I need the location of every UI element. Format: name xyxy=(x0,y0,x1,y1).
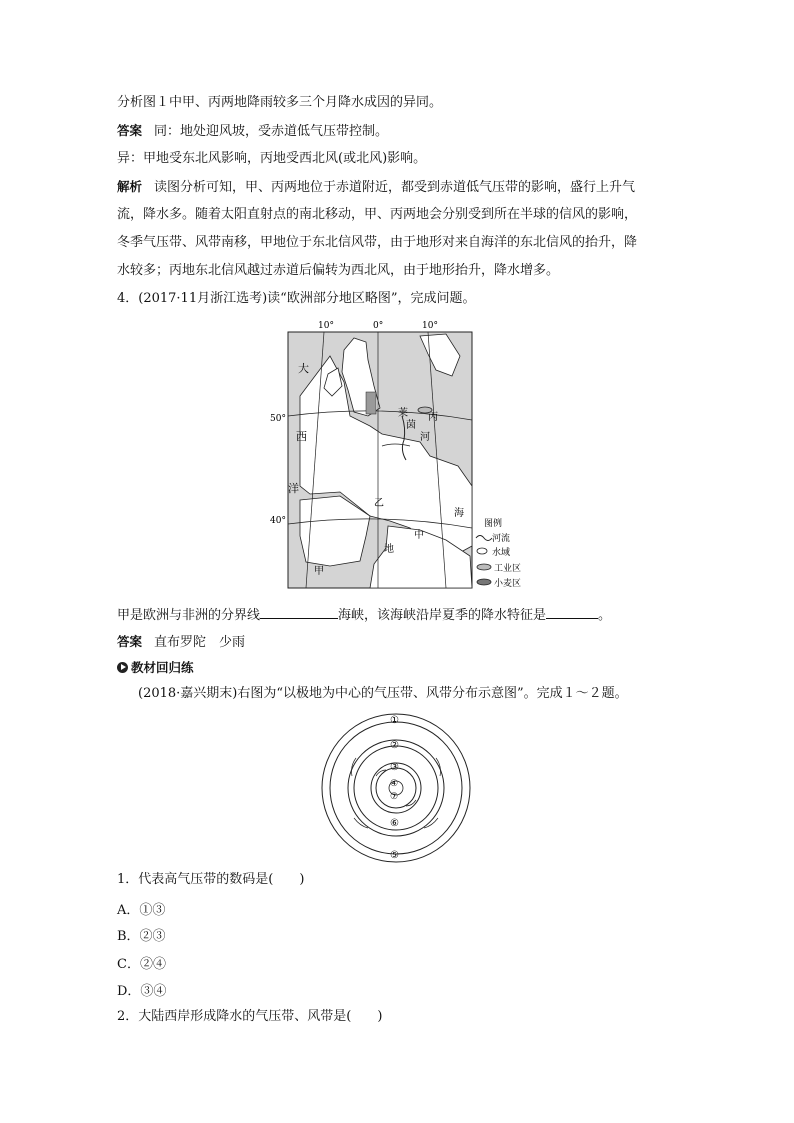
q1-option-d[interactable]: D．③④ xyxy=(117,984,167,999)
label-zhong: 中 xyxy=(414,530,424,541)
label-lai: 莱 xyxy=(398,408,408,419)
legend-river: 河流 xyxy=(492,534,511,544)
q4-blank-2 xyxy=(546,606,598,619)
q4-answer-text: 直布罗陀 少雨 xyxy=(154,635,246,650)
q1-option-b[interactable]: B．②③ xyxy=(117,929,166,944)
answer-same-text: 同：地处迎风坡，受赤道低气压带控制。 xyxy=(154,124,389,139)
label-yin: 茵 xyxy=(406,420,416,431)
label-da: 大 xyxy=(298,362,309,375)
q4-title: 4．(2017·11月浙江选考)读“欧洲部分地区略图”，完成问题。 xyxy=(117,291,476,306)
label-he: 河 xyxy=(420,432,430,443)
analysis-answer-diff: 异：甲地受东北风影响，丙地受西北风(或北风)影响。 xyxy=(117,151,427,166)
answer-label: 答案 xyxy=(117,123,143,138)
question-1: 1．代表高气压带的数码是( ) xyxy=(117,872,305,887)
label-7: ⑦ xyxy=(390,792,399,802)
wheat-zone xyxy=(366,392,376,414)
label-3: ③ xyxy=(390,762,399,773)
label-di: 地 xyxy=(384,544,394,555)
q4-fill-line xyxy=(117,606,611,625)
europe-map-svg xyxy=(270,316,530,596)
wind-arrow-2 xyxy=(436,758,441,776)
label-hai: 海 xyxy=(454,508,464,519)
q4-fill-c: 。 xyxy=(598,608,612,623)
legend-title: 图例 xyxy=(484,519,503,529)
question-2: 2．大陆西岸形成降水的气压带、风带是( ) xyxy=(117,1009,383,1024)
wind-arrow-4 xyxy=(424,818,438,828)
analysis-explain-line-2: 流，降水多。随着太阳直射点的南北移动，甲、丙两地会分别受到所在半球的信风的影响， xyxy=(117,207,638,222)
lon-label-2: 0° xyxy=(373,321,384,331)
section-title: 教材回归练 xyxy=(131,660,194,675)
q1-option-a[interactable]: A．①③ xyxy=(117,903,166,918)
label-4: ④ xyxy=(390,779,399,789)
play-circle-icon xyxy=(117,662,128,673)
label-1: ① xyxy=(390,715,399,726)
q4-fill-a: 甲是欧洲与非洲的分界线 xyxy=(117,608,261,623)
europe-map xyxy=(270,316,530,596)
q1-option-c[interactable]: C．②④ xyxy=(117,957,166,972)
wind-arrow-1 xyxy=(352,758,357,776)
pressure-belt-diagram xyxy=(316,708,476,868)
legend-water-icon xyxy=(477,548,487,554)
label-jia: 甲 xyxy=(314,566,324,577)
label-yang: 洋 xyxy=(288,482,299,495)
q4-fill-b: 海峡，该海峡沿岸夏季的降水特征是 xyxy=(338,608,547,623)
analysis-answer-same xyxy=(117,122,388,141)
q4-answer-label: 答案 xyxy=(117,634,143,649)
lat-label-50: 50° xyxy=(270,414,286,424)
q4-blank-1 xyxy=(260,606,338,619)
label-bing: 丙 xyxy=(428,412,438,423)
explain-text-1: 读图分析可知，甲、丙两地位于赤道附近，都受到赤道低气压带的影响，盛行上升气 xyxy=(154,180,636,195)
label-2: ② xyxy=(390,740,399,751)
pressure-belt-svg xyxy=(316,708,476,868)
practice-intro: (2018·嘉兴期末)右图为“以极地为中心的气压带、风带分布示意图”。完成１～２题。 xyxy=(138,686,628,701)
section-heading xyxy=(117,658,194,676)
lon-label-3: 10° xyxy=(422,321,438,331)
q4-answer xyxy=(117,633,245,652)
analysis-explain-line-4: 水较多；丙地东北信风越过赤道后偏转为西北风，由于地形抬升，降水增多。 xyxy=(117,263,560,278)
analysis-question: 分析图１中甲、丙两地降雨较多三个月降水成因的异同。 xyxy=(117,95,443,110)
wind-arrow-3 xyxy=(354,818,368,828)
explain-label: 解析 xyxy=(117,179,143,194)
label-xi: 西 xyxy=(296,430,307,443)
label-yi: 乙 xyxy=(374,498,384,509)
legend-river-icon xyxy=(476,536,492,541)
lat-label-40: 40° xyxy=(270,516,286,526)
analysis-explain-line-3: 冬季气压带、风带南移，甲地位于东北信风带，由于地形对来自海洋的东北信风的抬升，降 xyxy=(117,235,638,250)
label-6: ⑥ xyxy=(390,818,399,829)
legend-industry-icon xyxy=(477,564,491,570)
analysis-explain-line-1 xyxy=(117,178,635,197)
lon-label-1: 10° xyxy=(318,321,334,331)
legend-wheat-icon xyxy=(477,579,491,585)
legend-wheat: 小麦区 xyxy=(494,579,522,589)
label-5: ⑤ xyxy=(390,850,399,861)
legend-water: 水域 xyxy=(492,548,511,558)
legend-industry: 工业区 xyxy=(494,564,522,574)
